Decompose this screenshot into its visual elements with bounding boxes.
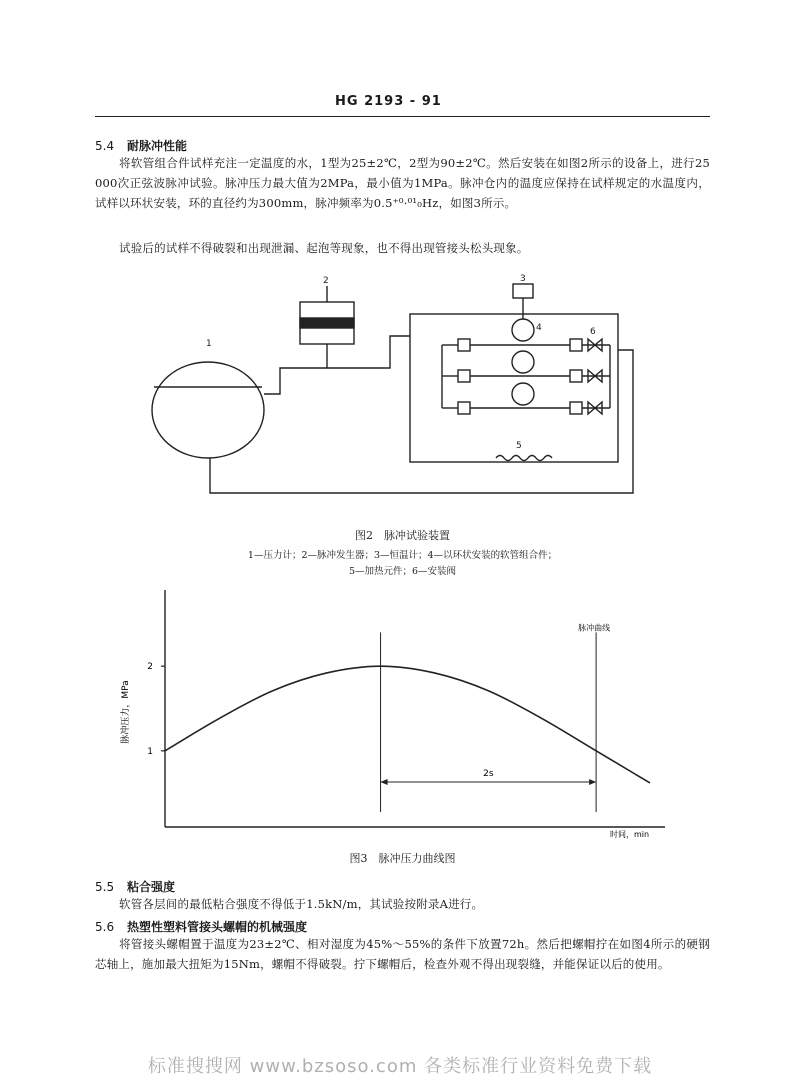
section-number: 5.4 [95, 139, 115, 153]
hose-assembly-row-1 [442, 319, 610, 351]
label-1: 1 [206, 339, 212, 349]
section-5-6-heading [95, 918, 307, 935]
label-6: 6 [590, 327, 596, 337]
section-5-4-paragraph-2: 试验后的试样不得破裂和出现泄漏、起泡等现象，也不得出现管接头松头现象。 [119, 241, 529, 255]
period-label: 2s [483, 769, 494, 779]
figure-3-caption: 图3 脉冲压力曲线图 [349, 852, 456, 865]
pressure-tank [152, 362, 264, 458]
section-5-5-paragraph: 软管各层间的最低粘合强度不得低于1.5kN/m，其试验按附录A进行。 [119, 897, 484, 911]
heating-element [496, 456, 552, 461]
footer-watermark: 标准搜搜网 www.bzsoso.com 各类标准行业资料免费下载 [147, 1056, 653, 1077]
figure-2-apparatus-diagram [140, 270, 660, 510]
figure-3-pulse-pressure-chart [110, 580, 670, 840]
figure-2-legend-line-2: 5—加热元件；6—安装阀 [348, 566, 457, 577]
period-arrow-head-left [381, 779, 388, 785]
period-arrow-head-right [589, 779, 596, 785]
thermometer [513, 284, 533, 298]
header-rule [95, 116, 710, 117]
curve-label: 脉冲曲线 [578, 623, 611, 633]
figure-2-caption: 图2 脉冲试验装置 [355, 529, 450, 542]
y-axis-label: 脉冲压力，MPa [121, 680, 131, 744]
section-title: 热塑性塑料管接头螺帽的机械强度 [127, 920, 308, 934]
hose-assembly-row-2 [442, 351, 610, 382]
hose-assembly-row-3 [442, 383, 610, 414]
section-5-6-paragraph: 将管接头螺帽置于温度为23±2℃、相对湿度为45%～55%的条件下放置72h。然后把螺帽拧在如图4所示的硬钢芯轴上，施加最大扭矩为15Nm，螺帽不得破裂。拧下螺帽后，检查外观不得出现裂缝，并能保证以后的使用。 [95, 937, 710, 971]
label-5: 5 [516, 441, 522, 451]
pulse-curve-line [165, 666, 650, 783]
x-axis-label: 时间，min [610, 830, 650, 839]
section-title: 粘合强度 [127, 880, 176, 894]
y-tick-label: 1 [147, 746, 153, 757]
label-2: 2 [323, 276, 329, 286]
section-title: 耐脉冲性能 [127, 139, 188, 153]
section-number: 5.5 [95, 880, 115, 894]
figure-2-legend-line-1: 1—压力计；2—脉冲发生器；3—恒温计；4—以环状安装的软管组合件； [247, 550, 558, 561]
standard-code-header: HG 2193 - 91 [335, 94, 442, 109]
section-number: 5.6 [95, 920, 115, 934]
section-5-4-paragraph-1: 将软管组合件试样充注一定温度的水，1型为25±2℃，2型为90±2℃。然后安装在如图2所示的设备上，进行25 000次正弦波脉冲试验。脉冲压力最大值为2MPa，最小值为1MPa。脉冲仓内的温度应保持在试样规定的水温度内，试样以环状安装，环的直径约为300mm，脉冲频率为0.5⁺⁰·⁰¹₀Hz，如图3所示。 [95, 156, 710, 210]
label-4: 4 [536, 323, 542, 333]
section-5-5-heading [95, 878, 175, 895]
pulse-generator-piston [300, 318, 354, 328]
y-tick-label: 2 [147, 662, 153, 673]
label-3: 3 [520, 274, 526, 284]
section-5-4-heading [95, 137, 187, 154]
